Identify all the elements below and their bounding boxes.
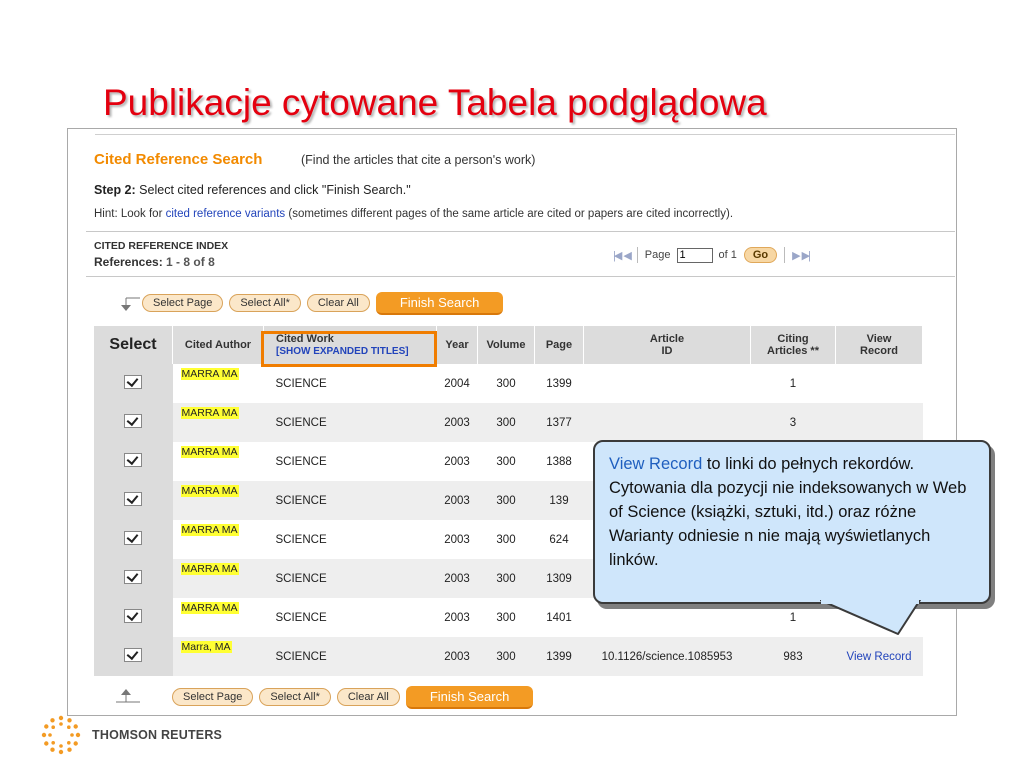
step-text: Select cited references and click "Finish Search."	[139, 183, 411, 197]
select-all-button[interactable]: Select All*	[259, 688, 331, 706]
cited-author-cell	[173, 481, 264, 520]
arrow-up-icon	[110, 687, 142, 707]
volume-header: Volume	[478, 326, 535, 364]
cited-author[interactable]: Marra, MA	[181, 640, 231, 653]
callout-box	[593, 440, 991, 604]
page-number-input[interactable]	[677, 248, 713, 263]
year-cell: 2003	[437, 520, 478, 559]
volume-cell: 300	[478, 637, 535, 676]
cited-work-cell: SCIENCE	[264, 559, 437, 598]
pager-divider	[784, 247, 785, 263]
page-heading-subtitle: (Find the articles that cite a person's work)	[301, 153, 536, 167]
view-record-cell	[836, 364, 923, 403]
table-row	[94, 637, 923, 676]
cited-author[interactable]: MARRA MA	[181, 601, 238, 614]
volume-cell: 300	[478, 481, 535, 520]
pagination	[613, 246, 809, 264]
last-page-icon[interactable]: ▶|	[801, 249, 809, 262]
page-cell: 1309	[535, 559, 584, 598]
year-cell: 2003	[437, 403, 478, 442]
citing-articles-cell[interactable]: 3	[751, 403, 836, 442]
article-id-cell	[584, 403, 751, 442]
index-title: CITED REFERENCE INDEX	[94, 240, 229, 252]
view-record-cell	[836, 637, 923, 676]
cited-author-cell	[173, 559, 264, 598]
page-cell: 1377	[535, 403, 584, 442]
article-id-header: Article ID	[584, 326, 751, 364]
select-cell	[94, 364, 173, 403]
page-cell: 1388	[535, 442, 584, 481]
select-cell	[94, 442, 173, 481]
references-label: References:	[94, 255, 163, 269]
select-cell	[94, 637, 173, 676]
row-checkbox[interactable]	[124, 492, 142, 506]
row-checkbox[interactable]	[124, 531, 142, 545]
cited-author[interactable]: MARRA MA	[181, 562, 238, 575]
first-page-icon[interactable]: |◀	[613, 249, 621, 262]
cited-work-header-highlight	[261, 331, 437, 367]
hint-prefix: Hint: Look for	[94, 208, 163, 220]
callout-text: to linki do pełnych rekordów. Cytowania dla pozycji nie indeksowanych w Web of Science (książki, sztuki, itd.) oraz różne Warianty odniesie n nie mają wyświetlanych linków	[609, 455, 967, 569]
cited-reference-variants-link[interactable]: cited reference variants	[165, 208, 286, 220]
cited-work-cell: SCIENCE	[264, 403, 437, 442]
page-cell: 1401	[535, 598, 584, 637]
cited-author[interactable]: MARRA MA	[181, 406, 238, 419]
year-cell: 2003	[437, 481, 478, 520]
page-cell: 624	[535, 520, 584, 559]
arrow-down-icon	[110, 293, 142, 313]
select-cell	[94, 559, 173, 598]
cited-work-cell: SCIENCE	[264, 481, 437, 520]
references-total: 8	[208, 255, 215, 269]
references-count	[94, 255, 215, 269]
row-checkbox[interactable]	[124, 453, 142, 467]
next-page-icon[interactable]: ▶	[792, 249, 799, 262]
page-cell: 139	[535, 481, 584, 520]
bottom-action-bar	[110, 686, 533, 708]
cited-work-cell: SCIENCE	[264, 364, 437, 403]
step-label: Step 2:	[94, 183, 136, 197]
thomson-reuters-logo	[40, 714, 222, 756]
finish-search-button[interactable]: Finish Search	[406, 686, 533, 709]
article-id-cell: 10.1126/science.1085953	[584, 637, 751, 676]
row-checkbox[interactable]	[124, 648, 142, 662]
row-checkbox[interactable]	[124, 570, 142, 584]
select-cell	[94, 520, 173, 559]
cited-author-cell	[173, 442, 264, 481]
year-header: Year	[437, 326, 478, 364]
year-cell: 2003	[437, 559, 478, 598]
cited-author-cell	[173, 364, 264, 403]
cited-work-cell: SCIENCE	[264, 637, 437, 676]
table-row	[94, 364, 923, 403]
cited-work-header-label: Cited Work	[276, 333, 334, 345]
article-id-cell	[584, 364, 751, 403]
cited-author-header: Cited Author	[173, 326, 264, 364]
select-cell	[94, 598, 173, 637]
divider	[86, 276, 955, 277]
page-heading: Cited Reference Search	[94, 151, 263, 168]
cited-work-cell: SCIENCE	[264, 442, 437, 481]
go-button[interactable]: Go	[744, 247, 777, 263]
select-page-button[interactable]: Select Page	[172, 688, 253, 706]
volume-cell: 300	[478, 520, 535, 559]
cited-author[interactable]: MARRA MA	[181, 484, 238, 497]
pager-divider	[637, 247, 638, 263]
volume-cell: 300	[478, 442, 535, 481]
table-row	[94, 403, 923, 442]
cited-work-cell: SCIENCE	[264, 598, 437, 637]
callout-end: .	[653, 551, 659, 569]
cited-author-cell	[173, 598, 264, 637]
citing-articles-cell[interactable]: 1	[751, 598, 836, 637]
row-checkbox[interactable]	[124, 414, 142, 428]
page-cell: 1399	[535, 637, 584, 676]
hint-suffix: (sometimes different pages of the same article are cited or papers are cited incorrectly).	[288, 208, 734, 220]
top-action-bar	[110, 292, 503, 314]
callout-pointer	[820, 600, 930, 640]
brand-name: THOMSON REUTERS	[92, 728, 223, 742]
clear-all-button[interactable]: Clear All	[307, 294, 370, 312]
cited-author[interactable]: MARRA MA	[181, 367, 238, 380]
slide-title: Publikacje cytowane Tabela podglądowa	[103, 82, 767, 123]
page-of-label: of 1	[718, 249, 737, 261]
finish-search-button[interactable]: Finish Search	[376, 292, 503, 315]
year-cell: 2003	[437, 598, 478, 637]
page-label: Page	[644, 249, 671, 261]
step-instruction	[94, 183, 411, 197]
citing-articles-cell[interactable]: 1	[751, 364, 836, 403]
thomson-reuters-icon	[40, 714, 82, 756]
volume-cell: 300	[478, 559, 535, 598]
show-expanded-titles-link[interactable]: [SHOW EXPANDED TITLES]	[276, 346, 409, 357]
select-all-button[interactable]: Select All*	[229, 294, 301, 312]
callout-view-record: View Record	[609, 455, 703, 473]
row-checkbox[interactable]	[124, 375, 142, 389]
year-cell: 2003	[437, 442, 478, 481]
page-cell: 1399	[535, 364, 584, 403]
clear-all-button[interactable]: Clear All	[337, 688, 400, 706]
cited-work-cell: SCIENCE	[264, 520, 437, 559]
select-cell	[94, 481, 173, 520]
hint-text	[94, 208, 733, 220]
page-header: Page	[535, 326, 584, 364]
table-header-row	[94, 326, 923, 364]
volume-cell: 300	[478, 598, 535, 637]
row-checkbox[interactable]	[124, 609, 142, 623]
citing-articles-header: Citing Articles **	[751, 326, 836, 364]
citing-articles-cell[interactable]: 983	[751, 637, 836, 676]
view-record-link[interactable]: View Record	[846, 650, 912, 663]
frame-divider	[95, 134, 955, 135]
year-cell: 2004	[437, 364, 478, 403]
cited-author-cell	[173, 637, 264, 676]
cited-author[interactable]: MARRA MA	[181, 445, 238, 458]
select-cell	[94, 403, 173, 442]
view-record-cell	[836, 403, 923, 442]
cited-author[interactable]: MARRA MA	[181, 523, 238, 536]
select-page-button[interactable]: Select Page	[142, 294, 223, 312]
cited-author-cell	[173, 403, 264, 442]
references-range: 1 - 8 of	[166, 255, 205, 269]
previous-page-icon[interactable]: ◀	[623, 249, 630, 262]
volume-cell: 300	[478, 364, 535, 403]
select-column-header: Select	[94, 326, 173, 364]
cited-author-cell	[173, 520, 264, 559]
volume-cell: 300	[478, 403, 535, 442]
view-record-header: View Record	[836, 326, 923, 364]
divider	[86, 231, 955, 232]
year-cell: 2003	[437, 637, 478, 676]
